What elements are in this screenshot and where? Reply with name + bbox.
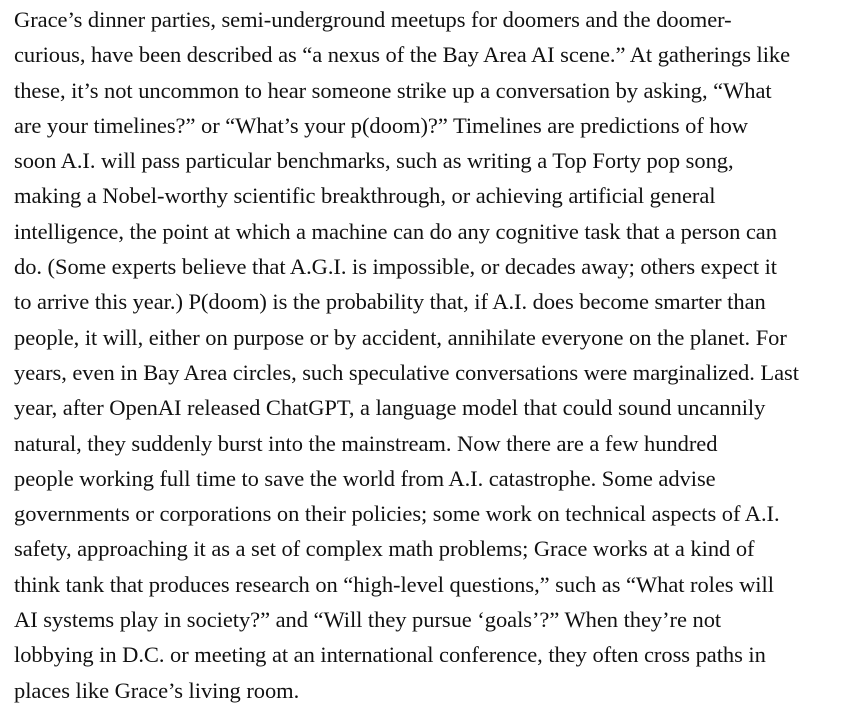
paragraph-line: people, it will, either on purpose or by accident, annihilate everyone on the planet. For xyxy=(14,324,787,350)
paragraph-line: years, even in Bay Area circles, such speculative conversations were marginalized. Last xyxy=(14,359,799,385)
paragraph-line: governments or corporations on their policies; some work on technical aspects of A.I. xyxy=(14,501,780,527)
paragraph-line: do. (Some experts believe that A.G.I. is impossible, or decades away; others expect it xyxy=(14,254,777,280)
paragraph-line: AI systems play in society?” and “Will they pursue ‘goals’?” When they’re not xyxy=(14,607,722,633)
paragraph-line: soon A.I. will pass particular benchmarks, such as writing a Top Forty pop song, xyxy=(14,148,734,174)
paragraph-line: natural, they suddenly burst into the mainstream. Now there are a few hundred xyxy=(14,430,718,456)
article-paragraph xyxy=(14,2,851,708)
paragraph-line: curious, have been described as “a nexus of the Bay Area AI scene.” At gatherings like xyxy=(14,42,791,68)
paragraph-line: lobbying in D.C. or meeting at an international conference, they often cross paths in xyxy=(14,642,766,668)
paragraph-line: to arrive this year.) P(doom) is the probability that, if A.I. does become smarter than xyxy=(14,289,766,315)
paragraph-line: Grace’s dinner parties, semi-underground meetups for doomers and the doomer- xyxy=(14,7,732,32)
paragraph-line: think tank that produces research on “high-level questions,” such as “What roles will xyxy=(14,571,774,597)
paragraph-line: safety, approaching it as a set of complex math problems; Grace works at a kind of xyxy=(14,536,755,562)
paragraph-line: these, it’s not uncommon to hear someone strike up a conversation by asking, “What xyxy=(14,77,772,103)
paragraph-line: intelligence, the point at which a machine can do any cognitive task that a person can xyxy=(14,218,777,244)
paragraph-line: making a Nobel-worthy scientific breakthrough, or achieving artificial general xyxy=(14,183,716,209)
paragraph-line: year, after OpenAI released ChatGPT, a language model that could sound uncannily xyxy=(14,395,766,421)
paragraph-line: people working full time to save the world from A.I. catastrophe. Some advise xyxy=(14,465,716,491)
paragraph-line: places like Grace’s living room. xyxy=(14,677,300,703)
paragraph-line: are your timelines?” or “What’s your p(doom)?” Timelines are predictions of how xyxy=(14,112,748,138)
